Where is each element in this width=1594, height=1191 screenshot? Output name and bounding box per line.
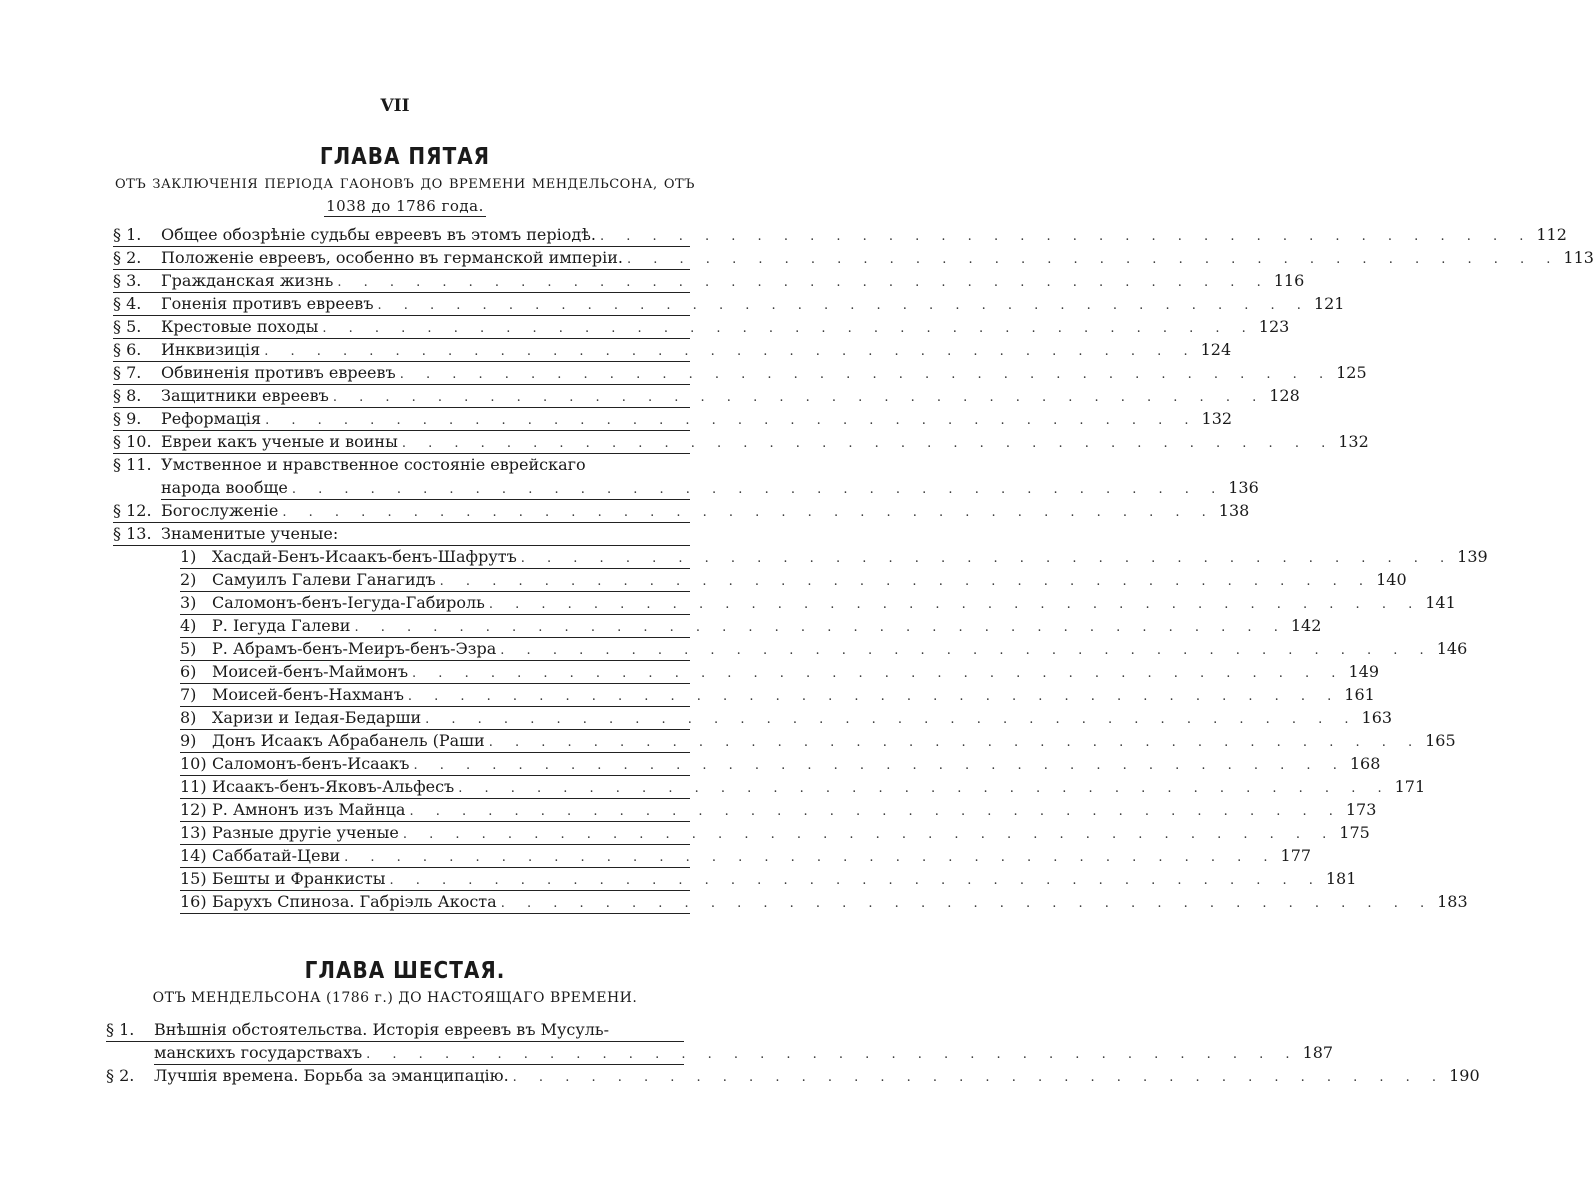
entry-number: 12)	[180, 800, 207, 819]
leader-dots: . . . . . . . . . . . . . . . . . . . . . . . . . . . . . . . . . . . .	[439, 574, 1373, 589]
leader-dots: . . . . . . . . . . . . . . . . . . . . . . . . . . . . . . . . . . . .	[377, 298, 1310, 313]
entry-page-number: 183	[1437, 892, 1468, 911]
toc-scholar-row[interactable]	[180, 615, 1322, 638]
entry-page-number: 112	[1536, 225, 1567, 244]
toc-scholar-row[interactable]	[180, 776, 1426, 799]
entry-number: § 12.	[113, 501, 152, 520]
leader-dots: . . . . . . . . . . . . . . . . . . . . . . . . . . . . . . . . . . . .	[291, 482, 1225, 497]
entry-number: 11)	[180, 777, 207, 796]
entry-title: Саломонъ-бенъ-Исаакъ	[212, 754, 410, 773]
entry-number: 14)	[180, 846, 207, 865]
entry-title: Хасдай-Бенъ-Исаакъ-бенъ-Шафрутъ	[212, 547, 517, 566]
toc-section-row[interactable]	[113, 270, 1305, 293]
leader-dots: . . . . . . . . . . . . . . . . . . . . . . . . . . . . . . . . . . . .	[332, 390, 1266, 405]
entry-number: 5)	[180, 639, 197, 658]
leader-dots: . . . . . . . . . . . . . . . . . . . . . . . . . . . . . . . . . . . .	[344, 850, 1277, 865]
toc-scholar-row[interactable]	[180, 799, 1377, 822]
entry-page-number: 123	[1258, 317, 1290, 336]
leader-dots: . . . . . . . . . . . . . . . . . . . . . . . . . . . . . . . . . . . .	[512, 1070, 1446, 1085]
entry-number: § 7.	[113, 363, 142, 382]
entry-title: Барухъ Спиноза. Габріэль Акоста	[212, 892, 497, 911]
toc-section-row[interactable]	[113, 316, 1290, 339]
entry-title: Обвиненія противъ евреевъ	[161, 363, 396, 382]
leader-dots: . . . . . . . . . . . . . . . . . . . . . . . . . . . . . . . . . . . .	[412, 666, 1345, 681]
entry-title: Защитники евреевъ	[161, 386, 329, 405]
leader-dots: . . . . . . . . . . . . . . . . . . . . . . . . . . . . . . . . . . . .	[500, 896, 1434, 911]
chapter5-title: ГЛАВА ПЯТАЯ	[319, 142, 491, 170]
entry-number: § 1.	[113, 225, 142, 244]
entry-number: 10)	[180, 754, 207, 773]
toc-scholar-row[interactable]	[180, 638, 1468, 661]
chapter5-date-range-wrap	[0, 197, 810, 215]
toc-scholar-row[interactable]	[180, 845, 1312, 868]
entry-title: народа вообще	[161, 478, 288, 497]
leader-dots: . . . . . . . . . . . . . . . . . . . . . . . . . . . . . . . . . . . .	[500, 643, 1433, 658]
entry-number: 2)	[180, 570, 197, 589]
entry-page-number: 125	[1336, 363, 1367, 382]
entry-page-number: 113	[1563, 248, 1594, 267]
entry-page-number: 132	[1201, 409, 1233, 428]
entry-title: Умственное и нравственное состояніе еврейскаго	[161, 455, 586, 474]
toc-section-row[interactable]	[113, 408, 1233, 431]
leader-dots: . . . . . . . . . . . . . . . . . . . . . . . . . . . . . . . . . . . .	[282, 505, 1215, 520]
toc-section-row[interactable]	[113, 247, 1594, 270]
leader-dots: . . . . . . . . . . . . . . . . . . . . . . . . . . . . . . . . . . . .	[599, 229, 1533, 244]
entry-number: 9)	[180, 731, 197, 750]
leader-dots: . . . . . . . . . . . . . . . . . . . . . . . . . . . . . . . . . . . .	[366, 1047, 1299, 1062]
leader-dots: . . . . . . . . . . . . . . . . . . . . . . . . . . . . . . . . . . . .	[407, 689, 1341, 704]
toc-scholar-row[interactable]	[180, 661, 1379, 684]
leader-dots: . . . . . . . . . . . . . . . . . . . . . . . . . . . . . . . . . . . .	[264, 344, 1197, 359]
entry-page-number: 187	[1302, 1043, 1334, 1062]
leader-dots: . . . . . . . . . . . . . . . . . . . . . . . . . . . . . . . . . . . .	[413, 758, 1346, 773]
entry-title: Харизи и Іедая-Бедарши	[212, 708, 422, 727]
entry-title: Инквизиція	[161, 340, 261, 359]
entry-number: § 5.	[113, 317, 142, 336]
toc-section-row[interactable]	[113, 385, 1300, 408]
entry-number: § 2.	[106, 1066, 135, 1085]
entry-number: § 13.	[113, 524, 152, 543]
entry-page-number: 121	[1313, 294, 1345, 313]
leader-dots: . . . . . . . . . . . . . . . . . . . . . . . . . . . . . . . . . . . .	[458, 781, 1391, 796]
entry-title: Самуилъ Галеви Ганагидъ	[212, 570, 436, 589]
toc-section-row[interactable]	[113, 454, 690, 476]
toc-section-row-continued[interactable]	[161, 477, 1259, 500]
toc-section-row[interactable]	[113, 523, 690, 546]
toc-scholar-row[interactable]	[180, 753, 1381, 776]
leader-dots: . . . . . . . . . . . . . . . . . . . . . . . . . . . . . . . . . . . .	[488, 597, 1422, 612]
toc-section-row[interactable]	[113, 339, 1232, 362]
entry-title: Бешты и Франкисты	[212, 869, 386, 888]
entry-page-number: 136	[1228, 478, 1259, 497]
entry-page-number: 140	[1376, 570, 1407, 589]
entry-page-number: 139	[1457, 547, 1488, 566]
entry-number: § 3.	[113, 271, 142, 290]
toc-scholar-row[interactable]	[180, 592, 1456, 615]
chapter6-subtitle: ОТЪ МЕНДЕЛЬСОНА (1786 г.) ДО НАСТОЯЩАГО ВРЕМЕНИ.	[152, 990, 638, 1006]
leader-dots: . . . . . . . . . . . . . . . . . . . . . . . . . . . . . . . . . . . .	[401, 436, 1335, 451]
entry-title: Общее обозрѣніе судьбы евреевъ въ этомъ періодѣ.	[161, 225, 596, 244]
toc-section-row[interactable]	[113, 500, 1250, 523]
entry-number: § 8.	[113, 386, 142, 405]
chapter5-date-range: 1038 до 1786 года.	[326, 197, 484, 215]
entry-page-number: 146	[1436, 639, 1468, 658]
entry-title: Богослуженіе	[161, 501, 279, 520]
toc-section-row[interactable]	[106, 1019, 684, 1042]
entry-number: 16)	[180, 892, 207, 911]
entry-number: § 10.	[113, 432, 152, 451]
entry-title: Р. Абрамъ-бенъ-Меиръ-бенъ-Эзра	[212, 639, 497, 658]
entry-number: 13)	[180, 823, 207, 842]
leader-dots: . . . . . . . . . . . . . . . . . . . . . . . . . . . . . . . . . . . .	[425, 712, 1358, 727]
entry-number: 4)	[180, 616, 197, 635]
entry-number: 6)	[180, 662, 197, 681]
entry-page-number: 141	[1425, 593, 1456, 612]
entry-title: Моисей-бенъ-Нахманъ	[212, 685, 404, 704]
entry-title: Саломонъ-бенъ-Іегуда-Габироль	[212, 593, 485, 612]
entry-number: § 11.	[113, 455, 152, 474]
toc-scholar-row[interactable]	[180, 569, 1407, 592]
leader-dots: . . . . . . . . . . . . . . . . . . . . . . . . . . . . . . . . . . . .	[520, 551, 1454, 566]
leader-dots: . . . . . . . . . . . . . . . . . . . . . . . . . . . . . . . . . . . .	[389, 873, 1322, 888]
leader-dots: . . . . . . . . . . . . . . . . . . . . . . . . . . . . . . . . . . . .	[399, 367, 1333, 382]
entry-title: Положеніе евреевъ, особенно въ германской имперіи.	[161, 248, 624, 267]
entry-number: 15)	[180, 869, 207, 888]
leader-dots: . . . . . . . . . . . . . . . . . . . . . . . . . . . . . . . . . . . .	[488, 735, 1422, 750]
leader-dots: . . . . . . . . . . . . . . . . . . . . . . . . . . . . . . . . . . . .	[265, 413, 1198, 428]
page-number: VII	[380, 96, 410, 116]
entry-page-number: 173	[1345, 800, 1377, 819]
entry-number: § 1.	[106, 1020, 135, 1039]
entry-title: Внѣшнія обстоятельства. Исторія евреевъ въ Мусуль-	[154, 1020, 610, 1039]
entry-page-number: 124	[1200, 340, 1232, 359]
entry-title: Р. Амнонъ изъ Майнца	[212, 800, 406, 819]
toc-scholar-row[interactable]	[180, 546, 1488, 569]
entry-title: Гоненія противъ евреевъ	[161, 294, 374, 313]
entry-page-number: 149	[1348, 662, 1379, 681]
entry-number: 1)	[180, 547, 197, 566]
entry-page-number: 142	[1290, 616, 1322, 635]
toc-section-row[interactable]	[113, 293, 1345, 316]
entry-number: 7)	[180, 685, 197, 704]
entry-title: Знаменитые ученые:	[161, 524, 339, 543]
entry-title: Разные другіе ученые	[212, 823, 399, 842]
entry-page-number: 177	[1280, 846, 1312, 865]
toc-scholar-row[interactable]	[180, 868, 1357, 891]
toc-scholar-row[interactable]	[180, 707, 1393, 730]
toc-scholar-row[interactable]	[180, 891, 1468, 914]
leader-dots: . . . . . . . . . . . . . . . . . . . . . . . . . . . . . . . . . . . .	[627, 252, 1560, 267]
toc-section-row-continued[interactable]	[154, 1042, 1334, 1065]
leader-dots: . . . . . . . . . . . . . . . . . . . . . . . . . . . . . . . . . . . .	[322, 321, 1255, 336]
entry-page-number: 128	[1269, 386, 1300, 405]
entry-page-number: 163	[1361, 708, 1393, 727]
entry-page-number: 171	[1394, 777, 1426, 796]
entry-title: Гражданская жизнь	[161, 271, 334, 290]
entry-title: манскихъ государствахъ	[154, 1043, 363, 1062]
entry-title: Моисей-бенъ-Маймонъ	[212, 662, 409, 681]
entry-number: § 6.	[113, 340, 142, 359]
leader-dots: . . . . . . . . . . . . . . . . . . . . . . . . . . . . . . . . . . . .	[354, 620, 1287, 635]
toc-section-row[interactable]	[113, 362, 1367, 385]
entry-page-number: 138	[1218, 501, 1250, 520]
entry-number: § 4.	[113, 294, 142, 313]
toc-section-row[interactable]	[113, 431, 1369, 454]
entry-page-number: 132	[1338, 432, 1369, 451]
entry-page-number: 116	[1273, 271, 1305, 290]
entry-title: Евреи какъ ученые и воины	[161, 432, 398, 451]
entry-number: 8)	[180, 708, 197, 727]
entry-page-number: 161	[1344, 685, 1375, 704]
toc-section-row[interactable]	[106, 1065, 1480, 1087]
chapter5-subtitle: ОТЪ ЗАКЛЮЧЕНІЯ ПЕРІОДА ГАОНОВЪ ДО ВРЕМЕНИ МЕНДЕЛЬСОНА, ОТЪ	[115, 177, 695, 192]
entry-number: § 9.	[113, 409, 142, 428]
toc-section-row[interactable]	[113, 224, 1567, 247]
entry-page-number: 168	[1349, 754, 1381, 773]
entry-title: Исаакъ-бенъ-Яковъ-Альфесъ	[212, 777, 455, 796]
entry-title: Реформація	[161, 409, 262, 428]
toc-scholar-row[interactable]	[180, 822, 1370, 845]
entry-title: Лучшія времена. Борьба за эманципацію.	[154, 1066, 509, 1085]
toc-scholar-row[interactable]	[180, 730, 1456, 753]
entry-page-number: 190	[1449, 1066, 1480, 1085]
entry-title: Саббатай-Цеви	[212, 846, 341, 865]
entry-page-number: 181	[1325, 869, 1357, 888]
leader-dots: . . . . . . . . . . . . . . . . . . . . . . . . . . . . . . . . . . . .	[402, 827, 1336, 842]
entry-title: Донъ Исаакъ Абрабанель (Раши	[212, 731, 485, 750]
chapter6-title: ГЛАВА ШЕСТАЯ.	[304, 956, 506, 984]
entry-page-number: 175	[1339, 823, 1370, 842]
toc-scholar-row[interactable]	[180, 684, 1375, 707]
entry-title: Р. Іегуда Галеви	[212, 616, 351, 635]
entry-title: Крестовые походы	[161, 317, 319, 336]
leader-dots: . . . . . . . . . . . . . . . . . . . . . . . . . . . . . . . . . . . .	[409, 804, 1342, 819]
entry-page-number: 165	[1425, 731, 1456, 750]
entry-number: § 2.	[113, 248, 142, 267]
leader-dots: . . . . . . . . . . . . . . . . . . . . . . . . . . . . . . . . . . . .	[337, 275, 1270, 290]
entry-number: 3)	[180, 593, 197, 612]
